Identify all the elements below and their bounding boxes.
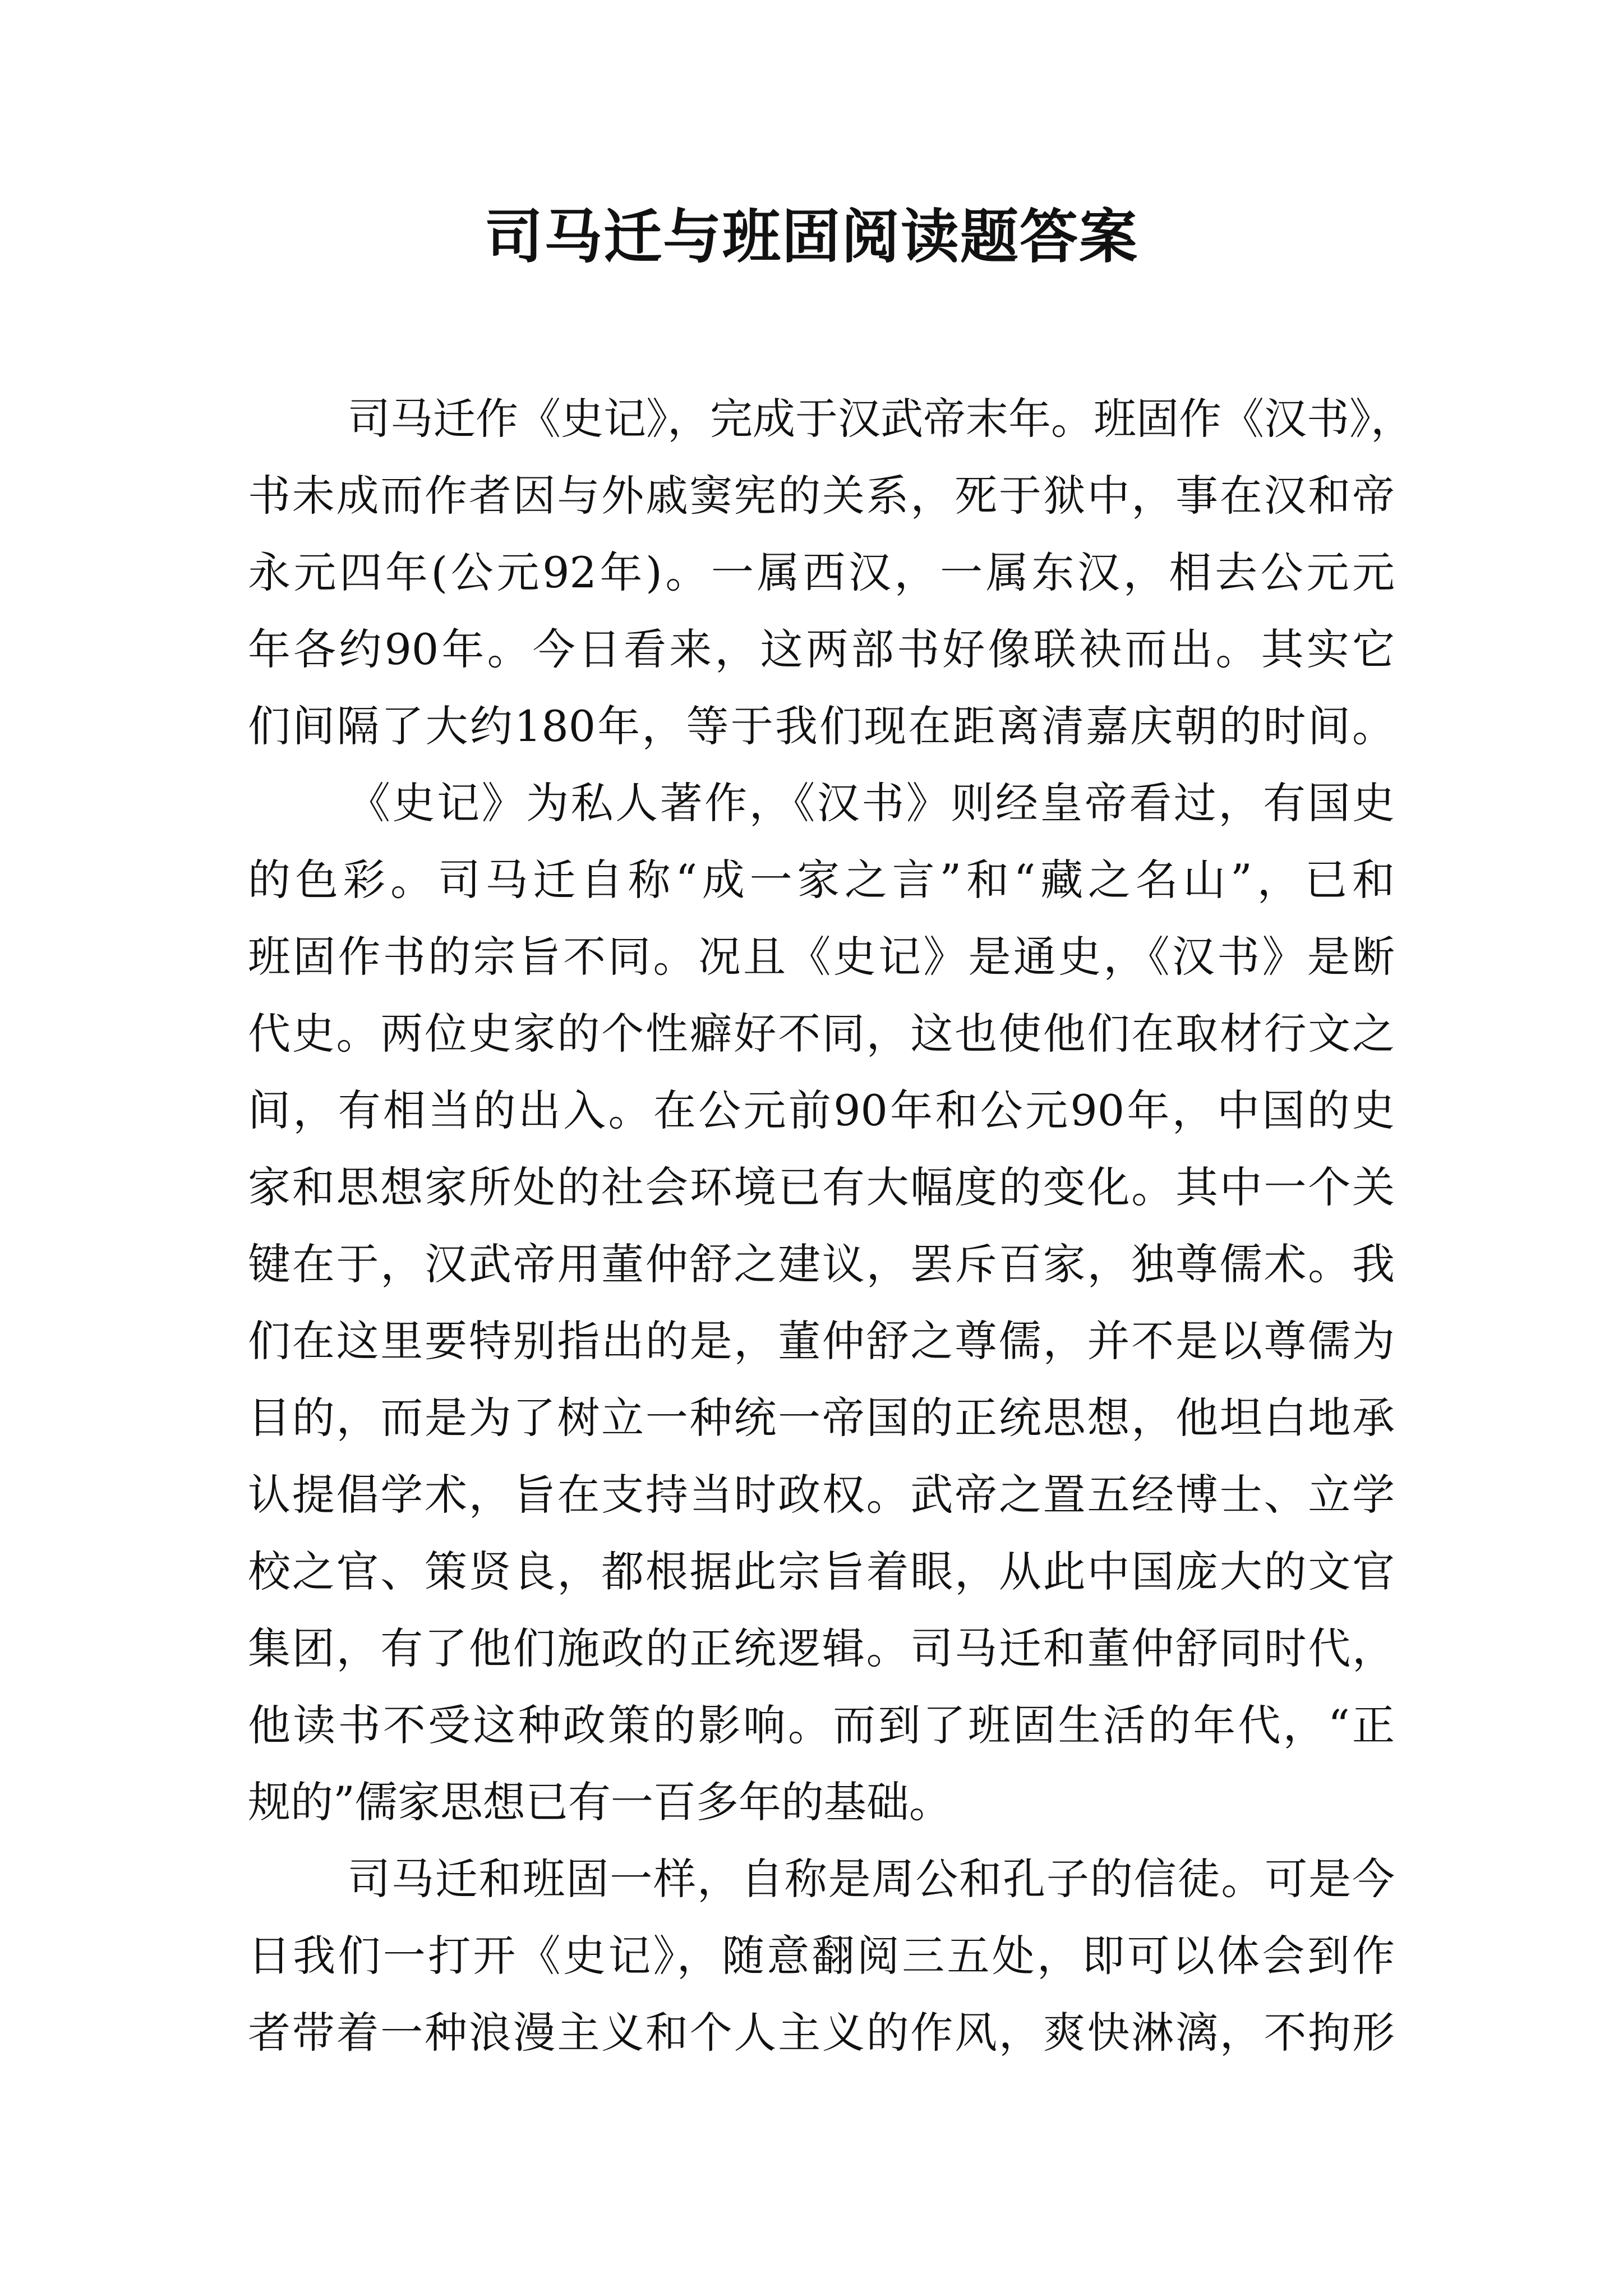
text-line: 他读书不受这种政策的影响。而到了班固生活的年代，“正: [248, 1700, 1395, 1750]
text-line: 班固作书的宗旨不同。况且《史记》是通史，《汉书》是断: [248, 932, 1395, 982]
document-title: 司马迁与班固阅读题答案: [484, 202, 1138, 271]
text-line: 们间隔了大约180年，等于我们现在距离清嘉庆朝的时间。: [248, 701, 1395, 751]
text-line: 日我们一打开《史记》，随意翻阅三五处，即可以体会到作: [248, 1931, 1395, 1981]
text-line: 键在于，汉武帝用董仲舒之建议，罢斥百家，独尊儒术。我: [248, 1239, 1395, 1289]
text-line: 年各约90年。今日看来，这两部书好像联袂而出。其实它: [248, 624, 1395, 674]
text-line: 者带着一种浪漫主义和个人主义的作风，爽快淋漓，不拘形: [248, 2008, 1395, 2058]
text-line: 的色彩。司马迁自称“成一家之言”和“藏之名山”，已和: [248, 855, 1395, 905]
text-line: 间，有相当的出入。在公元前90年和公元90年，中国的史: [248, 1085, 1395, 1135]
text-line: 书未成而作者因与外戚窦宪的关系，死于狱中，事在汉和帝: [248, 471, 1395, 521]
text-line: 目的，而是为了树立一种统一帝国的正统思想，他坦白地承: [248, 1393, 1395, 1443]
document-body: [248, 380, 1413, 2071]
text-line: 认提倡学术，旨在支持当时政权。武帝之置五经博士、立学: [248, 1470, 1395, 1520]
text-line: 永元四年(公元92年)。一属西汉，一属东汉，相去公元元: [248, 547, 1395, 597]
paragraph: [248, 1841, 1395, 2071]
text-line: 《史记》为私人著作，《汉书》则经皇帝看过，有国史: [348, 778, 1395, 828]
text-line: 规的”儒家思想已有一百多年的基础。: [248, 1777, 952, 1827]
text-line: 司马迁和班固一样，自称是周公和孔子的信徒。可是今: [348, 1854, 1395, 1904]
text-line: 集团，有了他们施政的正统逻辑。司马迁和董仲舒同时代，: [248, 1623, 1395, 1673]
paragraph: [248, 765, 1395, 1841]
text-line: 校之官、策贤良，都根据此宗旨着眼，从此中国庞大的文官: [248, 1547, 1395, 1596]
paragraph: [248, 380, 1413, 765]
text-line: 代史。两位史家的个性癖好不同，这也使他们在取材行文之: [248, 1009, 1395, 1059]
text-line: 们在这里要特别指出的是，董仲舒之尊儒，并不是以尊儒为: [248, 1316, 1395, 1366]
text-line: 司马迁作《史记》，完成于汉武帝末年。班固作《汉书》，: [348, 394, 1413, 444]
text-line: 家和思想家所处的社会环境已有大幅度的变化。其中一个关: [248, 1162, 1395, 1212]
